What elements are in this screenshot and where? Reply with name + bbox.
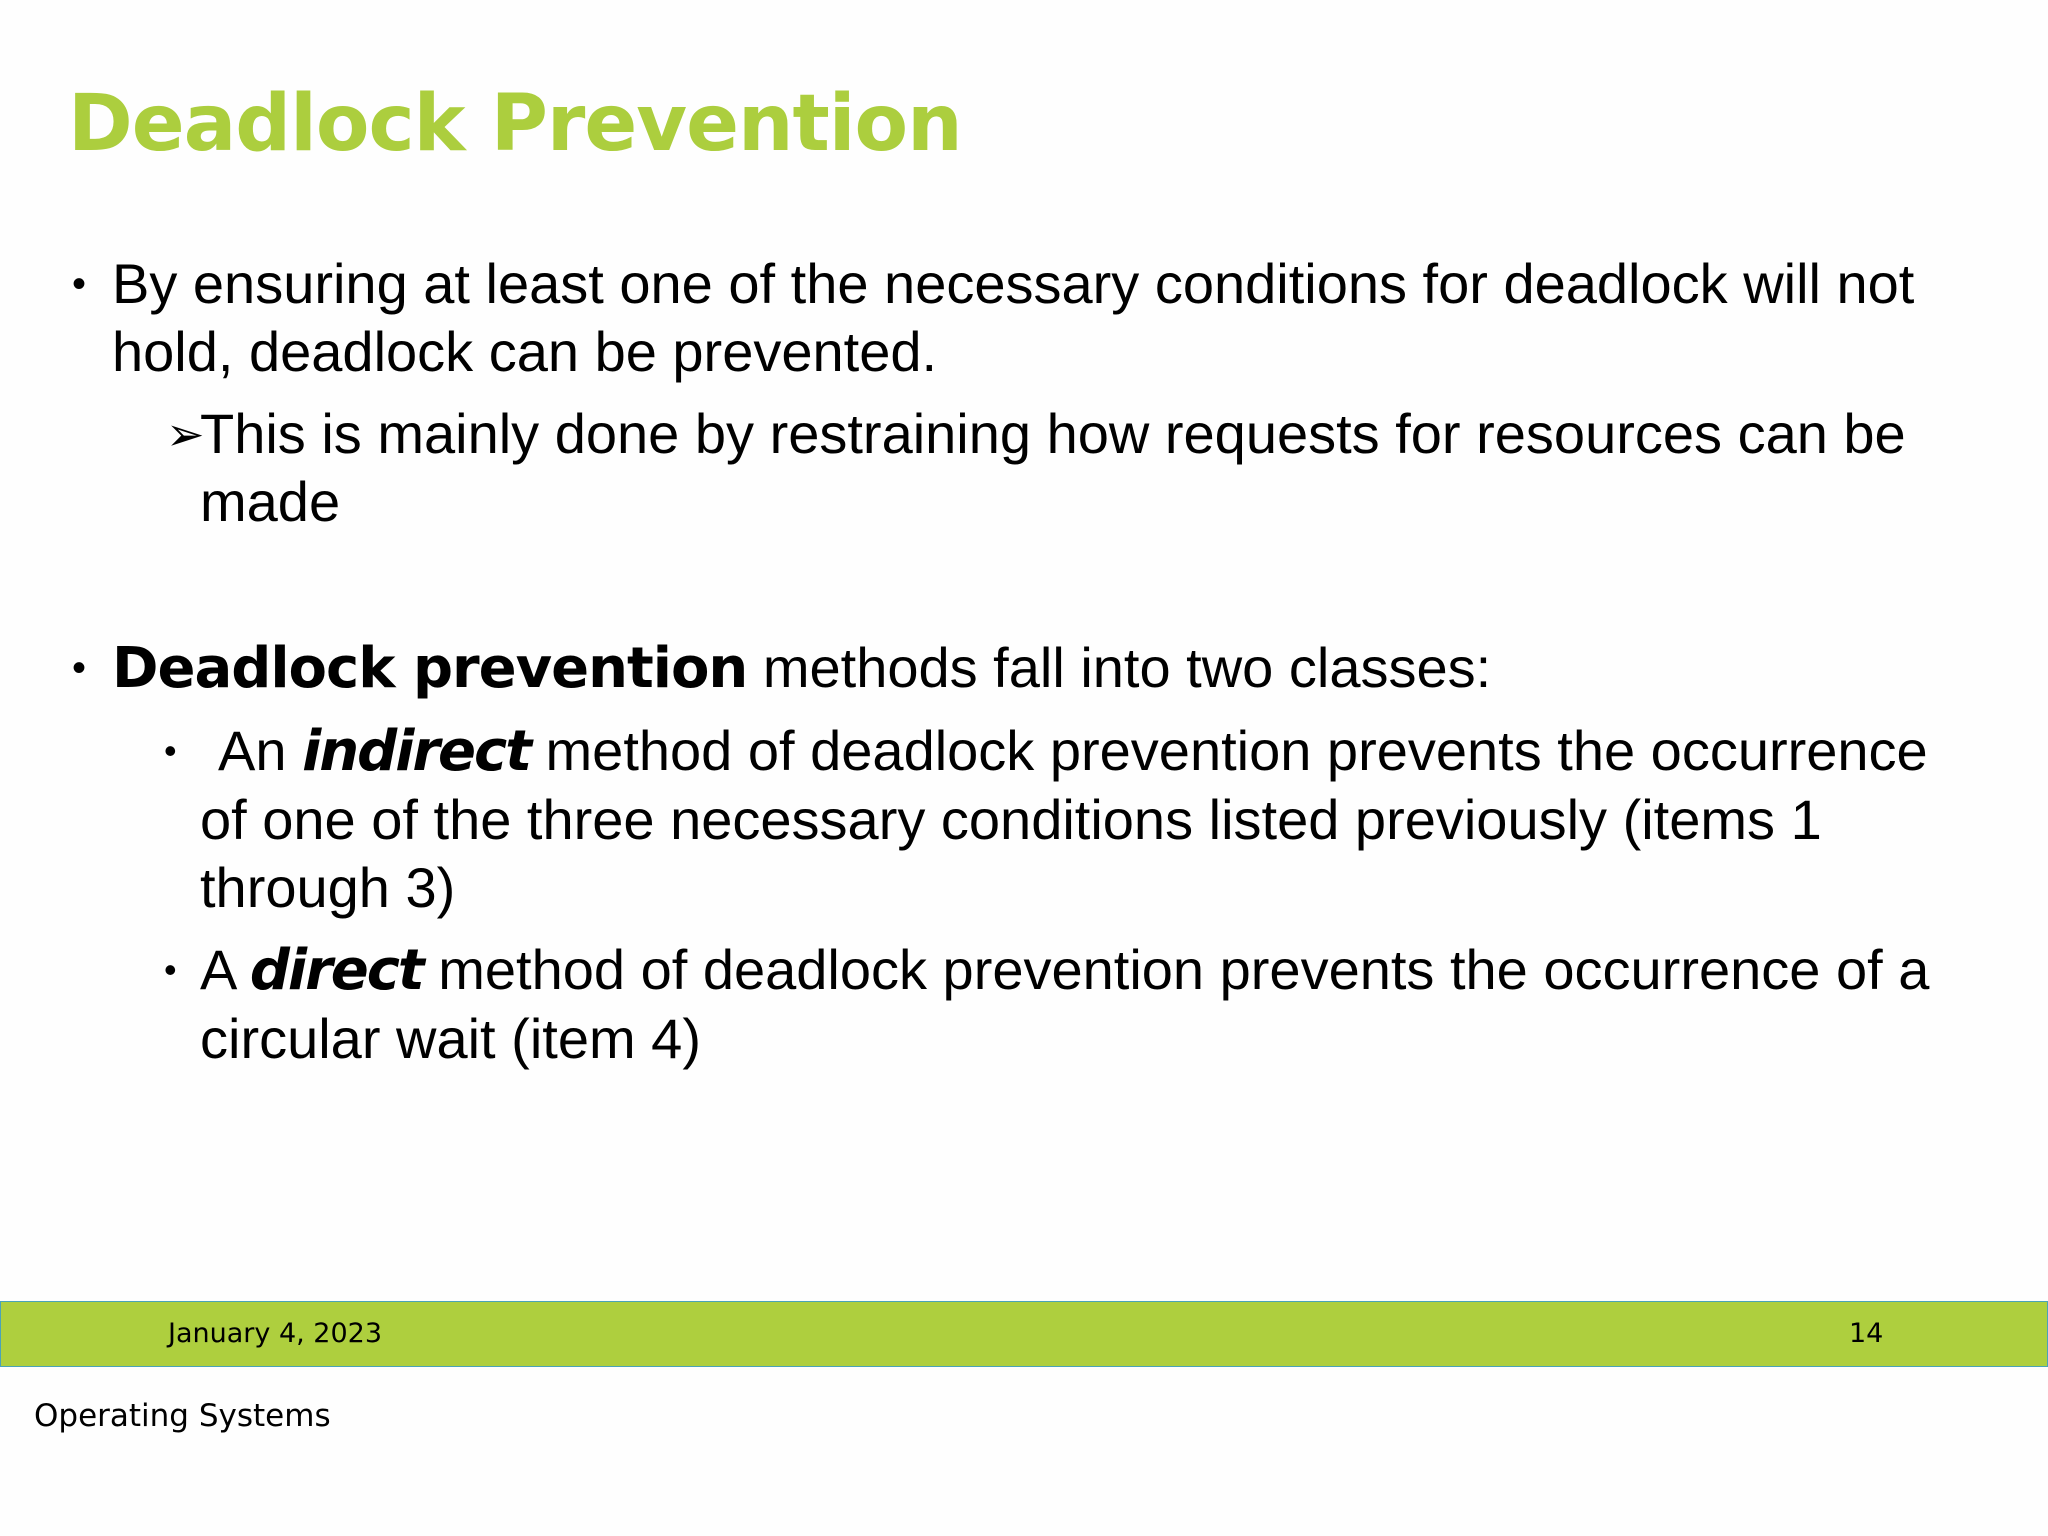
- bullet-dot-icon: •: [164, 730, 177, 771]
- bullet-2-sub-1-prefix: An: [218, 719, 303, 782]
- bullet-1: [68, 250, 1988, 386]
- page-number: 14: [1849, 1318, 1884, 1349]
- bullet-2-sub-2-prefix: A: [200, 938, 250, 1001]
- bullet-dot-icon: •: [164, 949, 177, 990]
- bullet-2-text: methods fall into two classes:: [747, 636, 1492, 699]
- bullet-2-sub-1-text: method of deadlock prevention prevents the occurrence of one of the three necessary conditions listed previously (items 1 through 3): [200, 719, 1928, 919]
- bullet-2-sub-1-emphasis: indirect: [302, 719, 530, 784]
- footer-band: [0, 1301, 2048, 1367]
- bullet-2-bold: Deadlock prevention: [112, 636, 748, 701]
- bullet-2: [68, 634, 1988, 703]
- bullet-1-text: By ensuring at least one of the necessary conditions for deadlock will not hold, deadlock can be prevented.: [112, 252, 1915, 383]
- bullet-1-sub-text: This is mainly done by restraining how requests for resources can be made: [200, 402, 1906, 533]
- bullet-dot-icon: •: [72, 262, 87, 306]
- bullet-2-sub-2-emphasis: direct: [249, 938, 423, 1003]
- bullet-2-sub-1: [68, 717, 1988, 922]
- slide-title: Deadlock Prevention: [68, 79, 962, 169]
- bullet-1-sub: [68, 400, 1988, 536]
- slide-body: [68, 250, 1988, 1073]
- course-name: Operating Systems: [34, 1398, 331, 1434]
- arrow-bullet-icon: ➢: [166, 408, 205, 460]
- bullet-2-sub-2: [68, 936, 1988, 1073]
- footer-date: January 4, 2023: [168, 1318, 382, 1349]
- bullet-dot-icon: •: [72, 646, 87, 690]
- bullet-2-sub-2-text: method of deadlock prevention prevents the occurrence of a circular wait (item 4): [200, 938, 1930, 1070]
